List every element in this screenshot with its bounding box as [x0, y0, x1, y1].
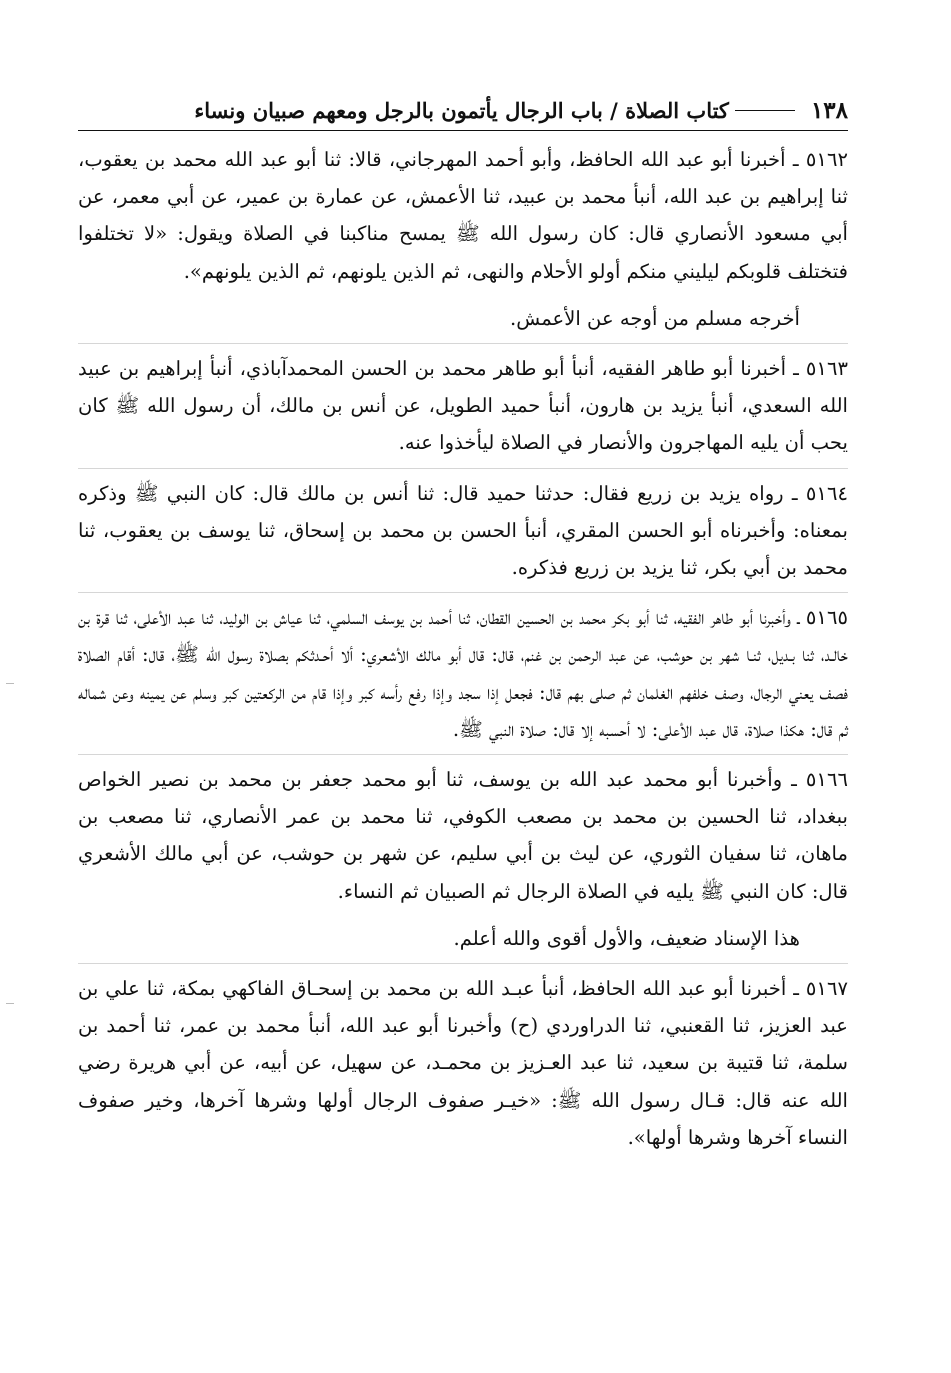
hadith-5162: ٥١٦٢ ـ أخبرنا أبو عبد الله الحافظ، وأبو أحمد المهرجاني، قالا: ثنا أبو عبد الله محمد بن يعقوب، ثنا إبراهيم بن عبد الله، أنبأ محمد بن عبيد، ثنا الأعمش، عن عمارة بن عمير، عن أبي معمر، عن أبي مسعود الأنصاري قال: كان رسول الله ﷺ يمسح مناكبنا في الصلاة ويقول: «لا تختلفوا فتختلف قلوبكم ليليني منكم أولو الأحلام والنهى، ثم الذين يلونهم، ثم الذين يلونهم». — [78, 148, 848, 283]
margin-tick-top — [6, 683, 14, 684]
running-header — [78, 92, 848, 131]
hadith-5166: ٥١٦٦ ـ وأخبرنا أبو محمد عبد الله بن يوسف، ثنا أبو محمد جعفر بن محمد بن نصير الخواص ببغداد، ثنا الحسين بن محمد بن مصعب الكوفي، ثنا محمد بن عمر الأنصاري، ثنا مصعب بن ماهان، ثنا سفيان الثوري، عن ليث بن أبي سليم، عن شهر بن حوشب، عن أبي مالك الأشعري قال: كان النبي ﷺ يليه في الصلاة الرجال ثم الصبيان ثم النساء. — [78, 754, 848, 916]
header-rule — [735, 110, 795, 111]
isnad-note: هذا الإسناد ضعيف، والأول أقوى والله أعلم. — [453, 926, 800, 950]
page-body — [78, 135, 848, 1162]
hadith-5167: ٥١٦٧ ـ أخبرنا أبو عبد الله الحافظ، أنبأ عبـد الله بن محمد بن إسحـاق الفاكهي بمكة، ثنا علي بن عبد العزيز، ثنا القعنبي، ثنا الدراوردي (ح) وأخبرنا أبو عبد الله، أنبأ محمد بن عمر، ثنا أحمد بن سلمة، ثنا قتيبة بن سعيد، ثنا عبد العـزيز بن محمـد، عن سهيل، عن أبيه، عن أبي هريرة رضي الله عنه قال: قـال رسول الله ﷺ: «خيـر صفوف الرجال أولها وشرها آخرها، وخير صفوف النساء آخرها وشرها أولها». — [78, 963, 848, 1162]
book-page — [78, 92, 848, 1162]
hadith-5165: ٥١٦٥ ـ وأخبرنا أبو طاهر الفقيه، ثنا أبو بكر محمد بن الحسين القطان، ثنا أحمد بن يوسف السلمي، ثنا عياش بن الوليد، ثنا عبد الأعلى، ثنا قرة بن خالـد، ثنا بـديل، ثنـا شهر بن حوشب، عن عبد الرحمن بن غنم، قال: قال أبو مالك الأشعري: ألا أحـدثكم بصلاة رسول الله ﷺ، قال: أقام الصلاة فصف يعني الرجال، وصف خلفهم الغلمان ثم صلى بهم قال: فجعل إذا سجد وإذا رفع رأسه كبر وإذا قام من الركعتين كبر وسلم عن يمينه وعن شماله ثم قال: هكذا صلاة، قال عبد الأعلى: لا أحسبه إلا قال: صلاة النبي ﷺ. — [78, 592, 848, 754]
hadith-5163: ٥١٦٣ ـ أخبرنا أبو طاهر الفقيه، أنبأ أبو طاهر محمد بن الحسن المحمدآباذي، أنبأ إبراهيم بن عبيد الله السعدي، أنبأ يزيد بن هارون، أنبأ حميد الطويل، عن أنس بن مالك، أن رسول الله ﷺ كان يحب أن يليه المهاجرون والأنصار في الصلاة ليأخذوا عنه. — [78, 343, 848, 468]
margin-tick-bottom — [6, 1003, 14, 1004]
hadith-5164: ٥١٦٤ ـ رواه يزيد بن زريع فقال: حدثنا حميد قال: ثنا أنس بن مالك قال: كان النبي ﷺ وذكره بمعناه: وأخبرناه أبو الحسن المقري، أنبأ الحسن بن محمد بن إسحاق، ثنا يوسف بن يعقوب، ثنا محمد بن أبي بكر، ثنا يزيد بن زريع فذكره. — [78, 468, 848, 593]
page-number: ١٣٨ — [810, 96, 848, 124]
takhrij-note: أخرجه مسلم من أوجه عن الأعمش. — [509, 306, 800, 330]
chapter-title: كتاب الصلاة / باب الرجال يأتمون بالرجل ومعهم صبيان ونساء — [194, 97, 729, 123]
